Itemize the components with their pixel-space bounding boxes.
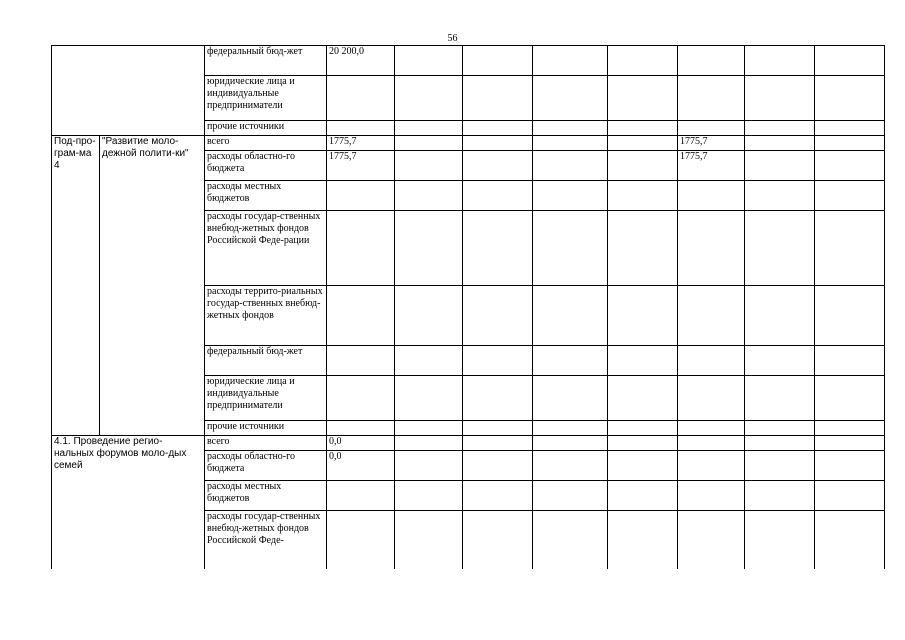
table-row: [52, 436, 885, 451]
value-cell: [815, 181, 885, 211]
value-cell: [745, 151, 815, 181]
value-cell: [327, 121, 395, 136]
source-cell: расходы террито-риальных государ-ственных внебюд-жетных фондов: [205, 286, 327, 346]
value-cell: [678, 481, 745, 511]
value-cell: [678, 121, 745, 136]
value-cell: [745, 511, 815, 569]
value-cell: [463, 346, 533, 376]
value-cell: [395, 451, 463, 481]
value-cell: [327, 511, 395, 569]
value-cell: [815, 481, 885, 511]
value-cell: [395, 481, 463, 511]
value-cell: [395, 511, 463, 569]
value-cell: [815, 376, 885, 421]
value-cell: [608, 211, 678, 286]
subprogram-code: Под-про-грам-ма 4: [52, 136, 100, 436]
value-cell: [608, 76, 678, 121]
value-cell: [395, 346, 463, 376]
value-cell: 1775,7: [327, 151, 395, 181]
value-cell: [745, 436, 815, 451]
value-cell: 1775,7: [327, 136, 395, 151]
value-cell: [463, 181, 533, 211]
value-cell: 20 200,0: [327, 46, 395, 76]
value-cell: [678, 511, 745, 569]
value-cell: [533, 376, 608, 421]
value-cell: [815, 151, 885, 181]
event-name: 4.1. Проведение регио-нальных форумов моло-дых семей: [52, 436, 205, 569]
value-cell: [533, 46, 608, 76]
value-cell: 0,0: [327, 436, 395, 451]
source-cell: всего: [205, 436, 327, 451]
value-cell: 1775,7: [678, 136, 745, 151]
value-cell: [745, 46, 815, 76]
value-cell: [327, 346, 395, 376]
source-cell: расходы областно-го бюджета: [205, 451, 327, 481]
value-cell: [533, 346, 608, 376]
source-cell: расходы государ-ственных внебюд-жетных фондов Российской Феде-: [205, 511, 327, 569]
value-cell: [327, 286, 395, 346]
value-cell: [608, 421, 678, 436]
budget-table: [51, 45, 885, 569]
table-row: [52, 136, 885, 151]
value-cell: [463, 136, 533, 151]
value-cell: [395, 376, 463, 421]
value-cell: [608, 451, 678, 481]
source-cell: всего: [205, 136, 327, 151]
value-cell: [463, 46, 533, 76]
value-cell: [533, 421, 608, 436]
value-cell: [678, 76, 745, 121]
value-cell: [463, 286, 533, 346]
value-cell: [608, 121, 678, 136]
value-cell: [815, 451, 885, 481]
value-cell: [463, 421, 533, 436]
continued-cell: [52, 46, 205, 136]
value-cell: [533, 181, 608, 211]
value-cell: [815, 421, 885, 436]
value-cell: [745, 76, 815, 121]
value-cell: [608, 136, 678, 151]
value-cell: [745, 421, 815, 436]
value-cell: [678, 436, 745, 451]
value-cell: [745, 136, 815, 151]
source-cell: федеральный бюд-жет: [205, 346, 327, 376]
value-cell: [678, 46, 745, 76]
source-cell: расходы областно-го бюджета: [205, 151, 327, 181]
value-cell: [815, 211, 885, 286]
value-cell: [395, 121, 463, 136]
table-row: [52, 46, 885, 76]
value-cell: [395, 46, 463, 76]
value-cell: [608, 46, 678, 76]
subprogram-name: "Развитие моло-дежной полити-ки": [100, 136, 205, 436]
source-cell: юридические лица и индивидуальные предприниматели: [205, 376, 327, 421]
value-cell: [608, 286, 678, 346]
value-cell: [815, 346, 885, 376]
value-cell: [533, 211, 608, 286]
value-cell: [533, 451, 608, 481]
value-cell: [745, 121, 815, 136]
value-cell: 1775,7: [678, 151, 745, 181]
value-cell: [463, 121, 533, 136]
value-cell: [608, 346, 678, 376]
value-cell: [608, 151, 678, 181]
value-cell: [608, 511, 678, 569]
source-cell: расходы местных бюджетов: [205, 181, 327, 211]
source-cell: юридические лица и индивидуальные предприниматели: [205, 76, 327, 121]
value-cell: [327, 76, 395, 121]
source-cell: прочие источники: [205, 421, 327, 436]
value-cell: [815, 46, 885, 76]
value-cell: [745, 211, 815, 286]
value-cell: [678, 181, 745, 211]
value-cell: [533, 436, 608, 451]
value-cell: [533, 286, 608, 346]
value-cell: [395, 181, 463, 211]
value-cell: [815, 436, 885, 451]
value-cell: [395, 136, 463, 151]
value-cell: [327, 211, 395, 286]
value-cell: [745, 451, 815, 481]
source-cell: федеральный бюд-жет: [205, 46, 327, 76]
value-cell: [678, 451, 745, 481]
value-cell: [608, 181, 678, 211]
source-cell: расходы местных бюджетов: [205, 481, 327, 511]
value-cell: [533, 121, 608, 136]
value-cell: 0,0: [327, 451, 395, 481]
value-cell: [678, 376, 745, 421]
value-cell: [463, 76, 533, 121]
value-cell: [608, 376, 678, 421]
source-cell: расходы государ-ственных внебюд-жетных фондов Российской Феде-рации: [205, 211, 327, 286]
value-cell: [463, 436, 533, 451]
value-cell: [533, 511, 608, 569]
source-cell: прочие источники: [205, 121, 327, 136]
value-cell: [608, 481, 678, 511]
value-cell: [815, 511, 885, 569]
value-cell: [395, 211, 463, 286]
page-number: 56: [447, 33, 458, 44]
value-cell: [815, 76, 885, 121]
value-cell: [463, 376, 533, 421]
value-cell: [533, 76, 608, 121]
value-cell: [533, 481, 608, 511]
value-cell: [745, 376, 815, 421]
value-cell: [678, 286, 745, 346]
value-cell: [327, 481, 395, 511]
value-cell: [463, 151, 533, 181]
value-cell: [745, 346, 815, 376]
value-cell: [815, 121, 885, 136]
value-cell: [815, 136, 885, 151]
value-cell: [395, 151, 463, 181]
value-cell: [327, 181, 395, 211]
value-cell: [745, 286, 815, 346]
value-cell: [745, 181, 815, 211]
value-cell: [463, 451, 533, 481]
value-cell: [327, 376, 395, 421]
value-cell: [678, 346, 745, 376]
value-cell: [608, 436, 678, 451]
value-cell: [327, 421, 395, 436]
value-cell: [463, 481, 533, 511]
value-cell: [533, 136, 608, 151]
value-cell: [745, 481, 815, 511]
value-cell: [678, 211, 745, 286]
value-cell: [815, 286, 885, 346]
value-cell: [533, 151, 608, 181]
value-cell: [395, 436, 463, 451]
value-cell: [678, 421, 745, 436]
value-cell: [463, 211, 533, 286]
value-cell: [395, 286, 463, 346]
value-cell: [395, 76, 463, 121]
value-cell: [395, 421, 463, 436]
value-cell: [463, 511, 533, 569]
